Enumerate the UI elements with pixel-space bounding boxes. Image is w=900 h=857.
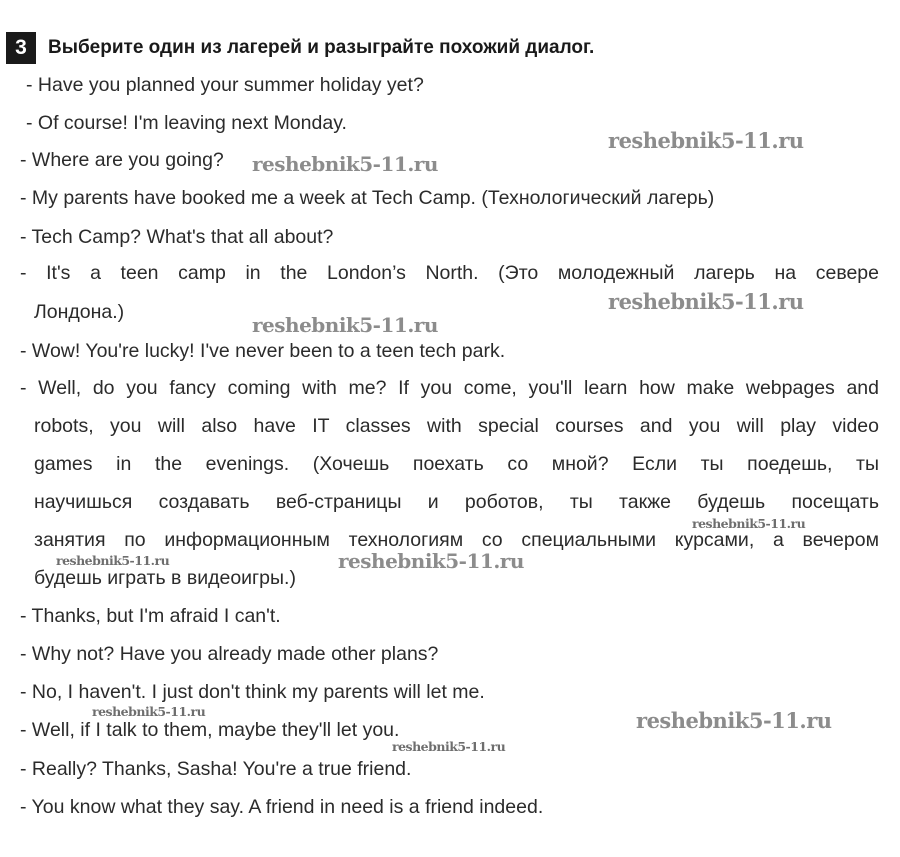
- dialogue-line: - Of course! I'm leaving next Monday.: [26, 112, 347, 134]
- dialogue-line: - It's a teen camp in the London’s North. (Это молодежный лагерь на севере: [20, 262, 879, 284]
- watermark: reshebnik5-11.ru: [252, 152, 438, 176]
- task-number-badge: 3: [6, 32, 36, 64]
- dialogue-line-continuation: robots, you will also have IT classes with special courses and you will play video: [34, 415, 879, 437]
- dialogue-line: - Where are you going?: [20, 149, 224, 171]
- dialogue-line: - Why not? Have you already made other plans?: [20, 643, 439, 665]
- dialogue-line: - Have you planned your summer holiday yet?: [26, 74, 424, 96]
- dialogue-line: - Wow! You're lucky! I've never been to a teen tech park.: [20, 340, 506, 362]
- dialogue-line: - Really? Thanks, Sasha! You're a true friend.: [20, 758, 412, 780]
- task-header: [6, 32, 594, 64]
- watermark: reshebnik5-11.ru: [608, 128, 804, 153]
- watermark: reshebnik5-11.ru: [56, 553, 170, 568]
- dialogue-line-continuation: будешь играть в видеоигры.): [34, 567, 296, 589]
- watermark: reshebnik5-11.ru: [608, 289, 804, 314]
- dialogue-line: - Well, do you fancy coming with me? If you come, you'll learn how make webpages and: [20, 377, 879, 399]
- watermark: reshebnik5-11.ru: [392, 739, 506, 754]
- dialogue-line-continuation: games in the evenings. (Хочешь поехать со мной? Если ты поедешь, ты: [34, 453, 879, 475]
- watermark: reshebnik5-11.ru: [636, 708, 832, 733]
- dialogue-line: - Tech Camp? What's that all about?: [20, 226, 334, 248]
- task-title: Выберите один из лагерей и разыграйте похожий диалог.: [48, 37, 595, 58]
- watermark: reshebnik5-11.ru: [92, 704, 206, 719]
- watermark: reshebnik5-11.ru: [338, 549, 524, 573]
- watermark: reshebnik5-11.ru: [692, 516, 806, 531]
- watermark: reshebnik5-11.ru: [252, 313, 438, 337]
- dialogue-line: - My parents have booked me a week at Tech Camp. (Технологический лагерь): [20, 187, 715, 209]
- dialogue-line-continuation: Лондона.): [34, 301, 125, 323]
- dialogue-line: - Thanks, but I'm afraid I can't.: [20, 605, 281, 627]
- dialogue-line: - You know what they say. A friend in need is a friend indeed.: [20, 796, 544, 818]
- dialogue-line-continuation: занятия по информационным технологиям со специальными курсами, а вечером: [34, 529, 879, 551]
- dialogue-line: - No, I haven't. I just don't think my parents will let me.: [20, 681, 485, 703]
- dialogue-line-continuation: научишься создавать веб-страницы и роботов, ты также будешь посещать: [34, 491, 879, 513]
- dialogue-line: - Well, if I talk to them, maybe they'll let you.: [20, 719, 400, 741]
